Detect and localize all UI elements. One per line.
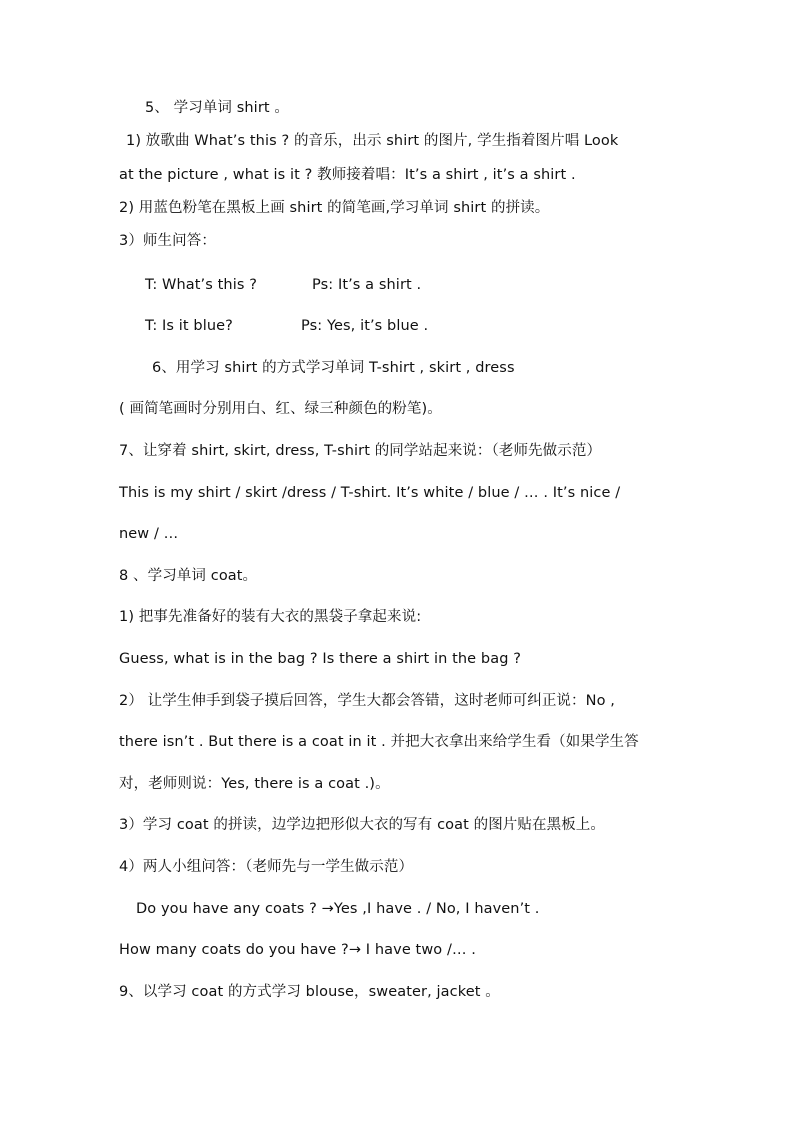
- step-8-item-1: 1) 把事先准备好的装有大衣的黑袋子拿起来说:: [119, 609, 422, 625]
- step-8-item-2-line-1: 2） 让学生伸手到袋子摸后回答，学生大都会答错，这时老师可纠正说：No ,: [119, 693, 615, 709]
- dialogue-pupils-1: Ps: It’s a shirt .: [312, 277, 422, 293]
- step-5-item-2: 2) 用蓝色粉笔在黑板上画 shirt 的简笔画,学习单词 shirt 的拼读。: [119, 200, 550, 216]
- heading-step-8: 8 、学习单词 coat。: [119, 568, 258, 584]
- step-8-item-2-line-2: there isn’t . But there is a coat in it . 并把大衣拿出来给学生看（如果学生答: [119, 734, 639, 750]
- dialogue-teacher-2: T: Is it blue?: [145, 318, 233, 334]
- step-8-dialogue-1: Do you have any coats ? →Yes ,I have . / No, I haven’t .: [136, 901, 540, 917]
- heading-step-5: 5、 学习单词 shirt 。: [145, 100, 289, 116]
- step-7-example-line-1: This is my shirt / skirt /dress / T-shirt. It’s white / blue / … . It’s nice /: [119, 485, 621, 501]
- step-6-note: ( 画简笔画时分别用白、红、绿三种颜色的粉笔)。: [119, 401, 442, 417]
- heading-step-7: 7、让穿着 shirt, skirt, dress, T-shirt 的同学站起来说：（老师先做示范）: [119, 443, 602, 459]
- dialogue-teacher-1: T: What’s this ?: [145, 277, 257, 293]
- step-5-item-3: 3）师生问答：: [119, 233, 216, 249]
- step-5-item-1-line-2: at the picture , what is it ? 教师接着唱：It’s a shirt , it’s a shirt .: [119, 167, 576, 183]
- heading-step-6: 6、用学习 shirt 的方式学习单词 T-shirt , skirt , dress: [152, 360, 515, 376]
- step-8-item-3: 3）学习 coat 的拼读，边学边把形似大衣的写有 coat 的图片贴在黑板上。: [119, 817, 605, 833]
- step-8-item-1-speech: Guess, what is in the bag ? Is there a shirt in the bag ?: [119, 651, 521, 667]
- step-8-item-4: 4）两人小组问答：（老师先与一学生做示范）: [119, 859, 414, 875]
- heading-step-9: 9、以学习 coat 的方式学习 blouse，sweater, jacket 。: [119, 984, 500, 1000]
- step-8-item-2-line-3: 对，老师则说：Yes, there is a coat .)。: [119, 776, 390, 792]
- step-5-item-1-line-1: 1) 放歌曲 What’s this ? 的音乐，出示 shirt 的图片, 学生指着图片唱 Look: [126, 133, 619, 149]
- step-8-dialogue-2: How many coats do you have ?→ I have two /… .: [119, 942, 476, 958]
- step-7-example-line-2: new / …: [119, 526, 179, 542]
- dialogue-pupils-2: Ps: Yes, it’s blue .: [301, 318, 429, 334]
